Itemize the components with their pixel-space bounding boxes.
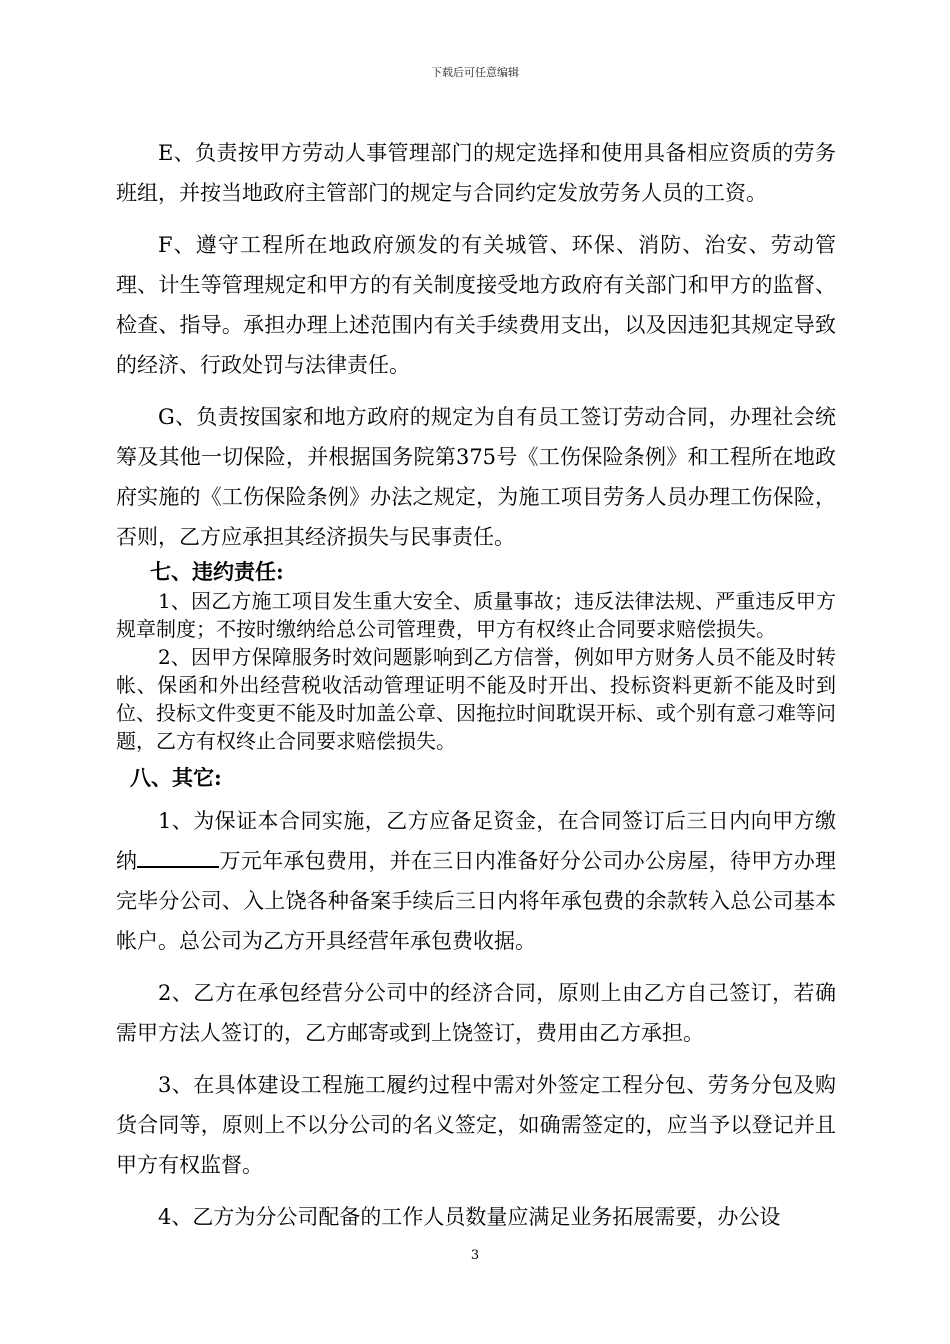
page-number: 3 <box>470 1248 480 1263</box>
section-8-item-2: 2、乙方在承包经营分公司中的经济合同，原则上由乙方自己签订，若确需甲方法人签订的，乙方邮寄或到上饶签订，费用由乙方承担。 <box>116 981 836 1045</box>
paragraph-g: G、负责按国家和地方政府的规定为自有员工签订劳动合同，办理社会统筹及其他一切保险，并根据国务院第375号《工伤保险条例》和工程所在地政府实施的《工伤保险条例》办法之规定，为施工项目劳务人员办理工伤保险，否则，乙方应承担其经济损失与民事责任。 <box>116 405 836 549</box>
fill-in-blank <box>137 848 219 868</box>
item-1-text-b: 万元年承包费用，并在三日内准备好分公司办公房屋，待甲方办理完毕分公司、入上饶各种备案手续后三日内将年承包费的余款转入总公司基本帐户。总公司为乙方开具经营年承包费收据。 <box>116 849 837 953</box>
page-header: 下载后可任意编辑 <box>431 66 519 79</box>
section-7-item-2: 2、因甲方保障服务时效问题影响到乙方信誉，例如甲方财务人员不能及时转帐、保函和外出经营税收活动管理证明不能及时开出、投标资料更新不能及时到位、投标文件变更不能及时加盖公章、因拖拉时间耽误开标、或个别有意刁难等问题，乙方有权终止合同要求赔偿损失。 <box>116 645 836 753</box>
section-7-title: 七、违约责任: <box>150 559 284 584</box>
paragraph-f: F、遵守工程所在地政府颁发的有关城管、环保、消防、治安、劳动管理、计生等管理规定和甲方的有关制度接受地方政府有关部门和甲方的监督、检查、指导。承担办理上述范围内有关手续费用支出，以及因违犯其规定导致的经济、行政处罚与法律责任。 <box>116 233 836 377</box>
section-8-item-4: 4、乙方为分公司配备的工作人员数量应满足业务拓展需要，办公设 <box>158 1205 781 1229</box>
section-8-title: 八、其它: <box>130 765 222 790</box>
section-8-item-3: 3、在具体建设工程施工履约过程中需对外签定工程分包、劳务分包及购货合同等，原则上不以分公司的名义签定，如确需签定的，应当予以登记并且甲方有权监督。 <box>116 1073 836 1177</box>
paragraph-e: E、负责按甲方劳动人事管理部门的规定选择和使用具备相应资质的劳务班组，并按当地政府主管部门的规定与合同约定发放劳务人员的工资。 <box>116 141 836 205</box>
section-7-item-1: 1、因乙方施工项目发生重大安全、质量事故；违反法律法规、严重违反甲方规章制度；不按时缴纳给总公司管理费，甲方有权终止合同要求赔偿损失。 <box>116 589 836 641</box>
item-1-text-a: 1、为保证本合同实施，乙方应备足资金，在合同签订后三日内向甲方缴纳 <box>116 809 836 873</box>
section-8-item-1 <box>116 801 836 961</box>
document-body <box>116 133 836 1237</box>
